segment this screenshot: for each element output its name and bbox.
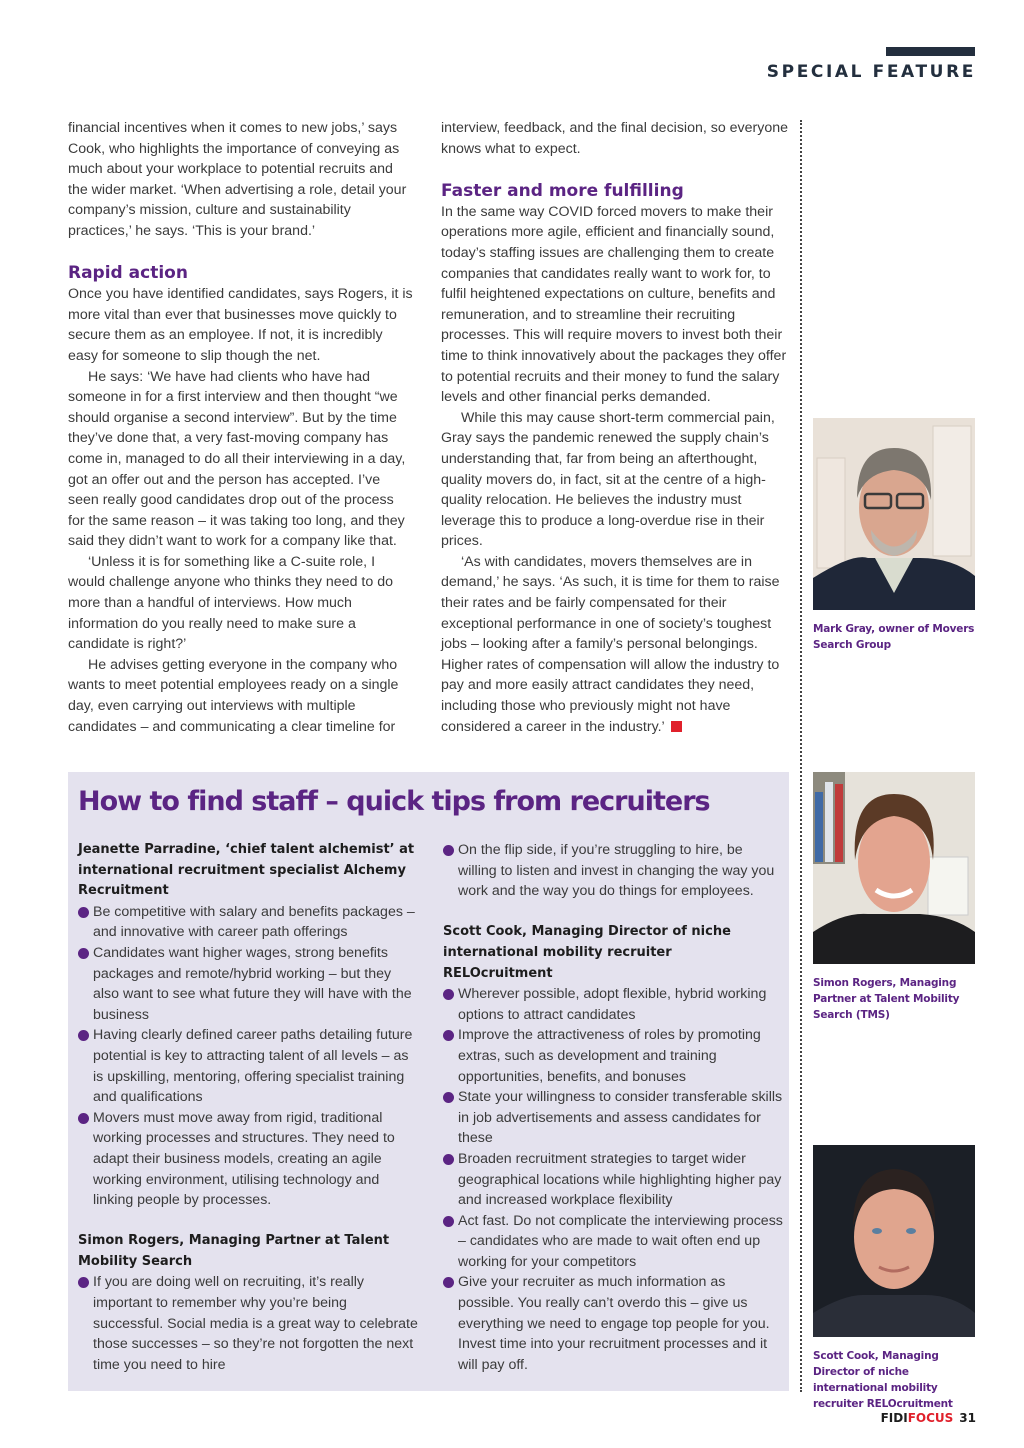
- tips-box-title: How to find staff – quick tips from recruiters: [78, 786, 710, 817]
- paragraph: Once you have identified candidates, says Rogers, it is more vital than ever that businesses move quickly to secure them as an employee. If not, it is incredibly easy for someone to slip though the net.: [68, 286, 413, 364]
- photo-caption: Simon Rogers, Managing Partner at Talent Mobility Search (TMS): [813, 977, 960, 1021]
- tip-item: State your willingness to consider transferable skills in job advertisements and assess candidates for these: [443, 1087, 783, 1149]
- article-column-middle: [441, 118, 793, 737]
- bullet-dot-icon: [78, 1277, 89, 1288]
- tip-item: If you are doing well on recruiting, it’s really important to remember why you’re being successful. Social media is a great way to celebrate those successes – so they’re not forgotten the next time you need to hire: [78, 1272, 418, 1375]
- photo-caption: Mark Gray, owner of Movers Search Group: [813, 623, 975, 651]
- tip-item: Having clearly defined career paths detailing future potential is key to attracting talent of all levels – as is upskilling, mentoring, offering specialist training and qualifications: [78, 1025, 418, 1107]
- paragraph-text: ‘As with candidates, movers themselves are in demand,’ he says. ‘As such, it is time for them to raise their rates and be fairly compensated for their exceptional performance in one of society’s toughest jobs – looking after a family’s personal belongings. Higher rates of compensation will allow the industry to pay and more easily attract candidates they need, including those who previously might not have considered a career in the industry.’: [441, 553, 780, 735]
- photo-caption: Scott Cook, Managing Director of niche international mobility recruiter RELOcruitment: [813, 1350, 953, 1410]
- tip-item: Wherever possible, adopt flexible, hybrid working options to attract candidates: [443, 984, 783, 1025]
- tip-item: Be competitive with salary and benefits packages – and innovative with career path offerings: [78, 902, 418, 943]
- tip-item: Give your recruiter as much information as possible. You really can’t overdo this – give us everything we need to engage top people for you. Invest time into your recruitment processes and it will pay off.: [443, 1272, 783, 1375]
- portrait-image: [813, 1145, 975, 1337]
- section-label: SPECIAL FEATURE: [766, 62, 976, 82]
- tip-author: Scott Cook, Managing Director of niche international mobility recruiter RELOcruitment: [443, 924, 731, 981]
- page-number: 31: [959, 1411, 976, 1425]
- tips-box: [68, 772, 789, 1391]
- bullet-dot-icon: [443, 1030, 454, 1041]
- photo-mark-gray: [813, 418, 975, 610]
- paragraph: [441, 552, 793, 737]
- bullet-dot-icon: [78, 948, 89, 959]
- tip-item: Movers must move away from rigid, traditional working processes and structures. They need to adapt their business models, creating an agile working environment, utilising technology and linking people by processes.: [78, 1108, 418, 1211]
- end-mark-icon: FF: [671, 721, 682, 732]
- subheading-faster-fulfilling: Faster and more fulfilling: [441, 180, 684, 201]
- page-footer: [881, 1411, 976, 1425]
- tips-column-left: [78, 840, 418, 1375]
- brand-logo-focus: FOCUS: [907, 1411, 954, 1425]
- subheading-rapid-action: Rapid action: [68, 263, 188, 284]
- bullet-dot-icon: [78, 907, 89, 918]
- paragraph: ‘Unless it is for something like a C-suite role, I would challenge anyone who thinks they need to do more than a handful of interviews. How much information do you really need to make sure a candidate is right?’: [68, 553, 393, 653]
- tip-item: Improve the attractiveness of roles by promoting extras, such as development and training opportunities, benefits, and bonuses: [443, 1025, 783, 1087]
- paragraph: In the same way COVID forced movers to make their operations more agile, efficient and financially sound, today’s staffing issues are challenging them to create companies that candidates really want to work for, to fulfil heightened expectations on culture, benefits and remuneration, and to streamline their recruiting processes. This will require movers to invest both their time to think innovatively about the packages they offer to potential recruits and their money to fund the salary levels and other financial perks demanded.: [441, 203, 787, 406]
- bullet-dot-icon: [443, 845, 454, 856]
- paragraph: While this may cause short-term commercial pain, Gray says the pandemic renewed the supply chain’s understanding that, far from being an afterthought, quality movers do, in fact, sit at the centre of a high-quality relocation. He believes the industry must leverage this to produce a long-overdue rise in their prices.: [441, 409, 775, 550]
- paragraph: interview, feedback, and the final decision, so everyone knows what to expect.: [441, 120, 789, 157]
- tip-item: Broaden recruitment strategies to target wider geographical locations while highlighting higher pay and increased workplace flexibility: [443, 1149, 783, 1211]
- bullet-dot-icon: [443, 1092, 454, 1103]
- tip-author: Jeanette Parradine, ‘chief talent alchemist’ at international recruitment specialist Alchemy Recruitment: [78, 842, 415, 899]
- tips-column-right: [443, 840, 783, 1375]
- tip-item: Act fast. Do not complicate the interviewing process – candidates who are made to wait often end up working for your competitors: [443, 1211, 783, 1273]
- portrait-image: [813, 772, 975, 964]
- tip-item: Candidates want higher wages, strong benefits packages and remote/hybrid working – but they also want to see what future they will have with the business: [78, 943, 418, 1025]
- bullet-dot-icon: [78, 1113, 89, 1124]
- article-column-left: [68, 118, 414, 737]
- brand-logo-fidi: FIDI: [880, 1411, 908, 1425]
- photo-simon-rogers: [813, 772, 975, 964]
- bullet-dot-icon: [443, 989, 454, 1000]
- paragraph: He says: ‘We have had clients who have had someone in for a first interview and then thought “we should organise a second interview”. But by the time they’ve done that, a very fast-moving company has come in, managed to do all their interviewing in a day, got an offer out and the person has accepted. I’ve seen really good candidates drop out of the process for the same reason – it was taking too long, and they said they didn’t want to work for a company like that.: [68, 368, 406, 550]
- dotted-divider: [800, 120, 802, 1392]
- tip-author: Simon Rogers, Managing Partner at Talent Mobility Search: [78, 1233, 390, 1269]
- tip-item: On the flip side, if you’re struggling to hire, be willing to listen and invest in changing the way you work and the way you do things for employees.: [443, 840, 783, 902]
- photo-scott-cook: [813, 1145, 975, 1337]
- bullet-dot-icon: [443, 1216, 454, 1227]
- bullet-dot-icon: [78, 1030, 89, 1041]
- portrait-image: [813, 418, 975, 610]
- paragraph: financial incentives when it comes to new jobs,’ says Cook, who highlights the importance of conveying as much about your workplace to potential recruits and the wider market. ‘When advertising a role, detail your company’s mission, culture and sustainability practices,’ he says. ‘This is your brand.’: [68, 120, 407, 239]
- section-label-bar: [886, 47, 975, 56]
- paragraph: He advises getting everyone in the company who wants to meet potential employees ready on a single day, even carrying out interviews with multiple candidates – and communicating a clear timeline for: [68, 656, 399, 735]
- bullet-dot-icon: [443, 1277, 454, 1288]
- bullet-dot-icon: [443, 1154, 454, 1165]
